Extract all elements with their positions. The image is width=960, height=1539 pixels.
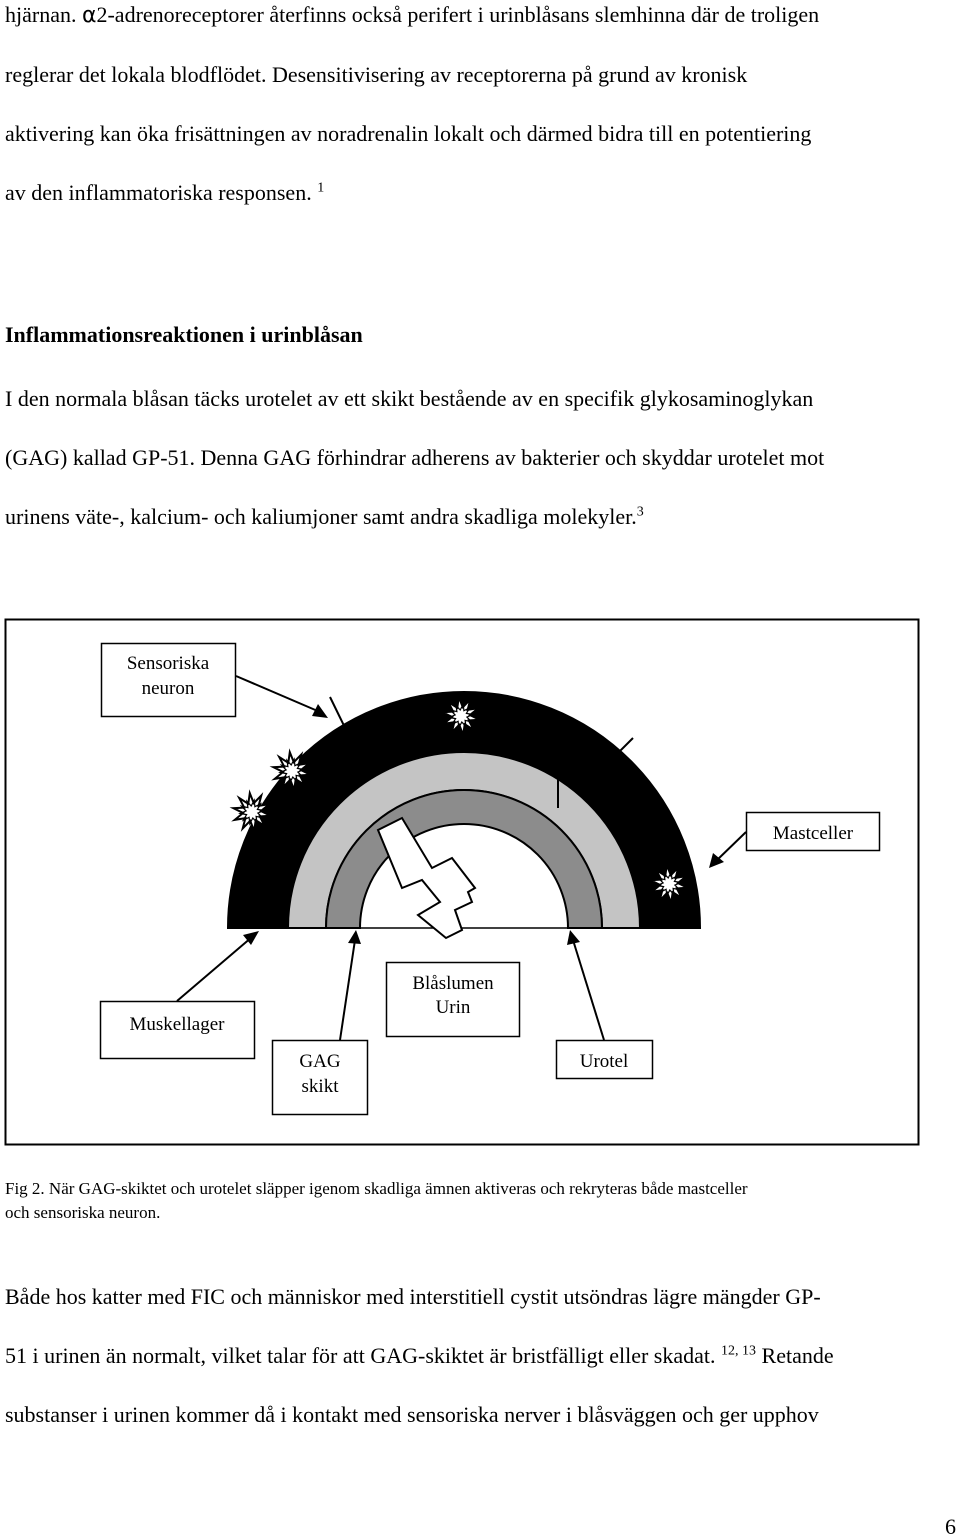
- section-line2: (GAG) kallad GP-51. Denna GAG förhindrar adherens av bakterier och skyddar urotelet mot: [5, 445, 825, 470]
- gag-label-2: skikt: [301, 1076, 339, 1097]
- arrow-urotel: [573, 940, 604, 1040]
- arrow-muskellager: [177, 937, 252, 1001]
- alpha-symbol: α: [81, 3, 97, 28]
- section-line1: I den normala blåsan täcks urotelet av ett skikt bestående av en specifik glykosaminoglykan: [5, 386, 814, 411]
- text-segment: Retande: [756, 1343, 834, 1368]
- figure-caption-line1: Fig 2. När GAG-skiktet och urotelet släpper igenom skadliga ämnen aktiveras och rekryteras både mastceller: [5, 1179, 748, 1198]
- reference-superscript: 1: [317, 180, 325, 196]
- arrow-sensoriska: [236, 676, 320, 712]
- reference-superscript: 12, 13: [721, 1343, 757, 1359]
- paragraph2-line3: substanser i urinen kommer då i kontakt med sensoriska nerver i blåsväggen och ger upphov: [5, 1402, 819, 1427]
- text-segment: urinens väte-, kalcium- och kaliumjoner samt andra skadliga molekyler.: [5, 504, 637, 529]
- paragraph1-line2: reglerar det lokala blodflödet. Desensitivisering av receptorerna på grund av kronisk: [5, 62, 748, 87]
- text-segment: hjärnan.: [5, 2, 82, 27]
- text-segment: av den inflammatoriska responsen.: [5, 180, 312, 205]
- lightning-bolt-icon: [378, 818, 475, 938]
- gag-label-1: GAG: [299, 1051, 341, 1072]
- blaslumen-label-1: Blåslumen: [412, 973, 494, 994]
- figure-caption-line2: och sensoriska neuron.: [5, 1203, 161, 1222]
- section-heading: Inflammationsreaktionen i urinblåsan: [5, 322, 363, 347]
- arrow-gag: [340, 940, 355, 1040]
- sensoriska-label-1: Sensoriska: [126, 653, 210, 674]
- arrowhead-sensoriska: [312, 704, 328, 718]
- page-number: 6: [945, 1514, 956, 1539]
- arrow-mastceller: [715, 832, 746, 862]
- muskellager-label: Muskellager: [129, 1014, 225, 1035]
- paragraph1-line3: aktivering kan öka frisättningen av noradrenalin lokalt och därmed bidra till en potentiering: [5, 121, 812, 146]
- text-segment: 2-adrenoreceptorer återfinns också perifert i urinblåsans slemhinna där de troligen: [96, 2, 820, 27]
- mast-cell-burst-icon: [233, 793, 270, 831]
- arrowhead-urotel: [567, 930, 580, 945]
- paragraph2-line2: [5, 1343, 834, 1369]
- urotel-label: Urotel: [579, 1051, 629, 1072]
- mastceller-label: Mastceller: [772, 823, 854, 844]
- reference-superscript: 3: [636, 504, 644, 520]
- sensoriska-label-2: neuron: [141, 678, 195, 699]
- blaslumen-label-2: Urin: [435, 997, 471, 1018]
- paragraph2-line1: Både hos katter med FIC och människor med interstitiell cystit utsöndras lägre mängder GP-: [5, 1284, 821, 1309]
- text-segment: 51 i urinen än normalt, vilket talar för att GAG-skiktet är bristfälligt eller skadat.: [5, 1343, 716, 1368]
- arrowhead-gag: [348, 930, 361, 944]
